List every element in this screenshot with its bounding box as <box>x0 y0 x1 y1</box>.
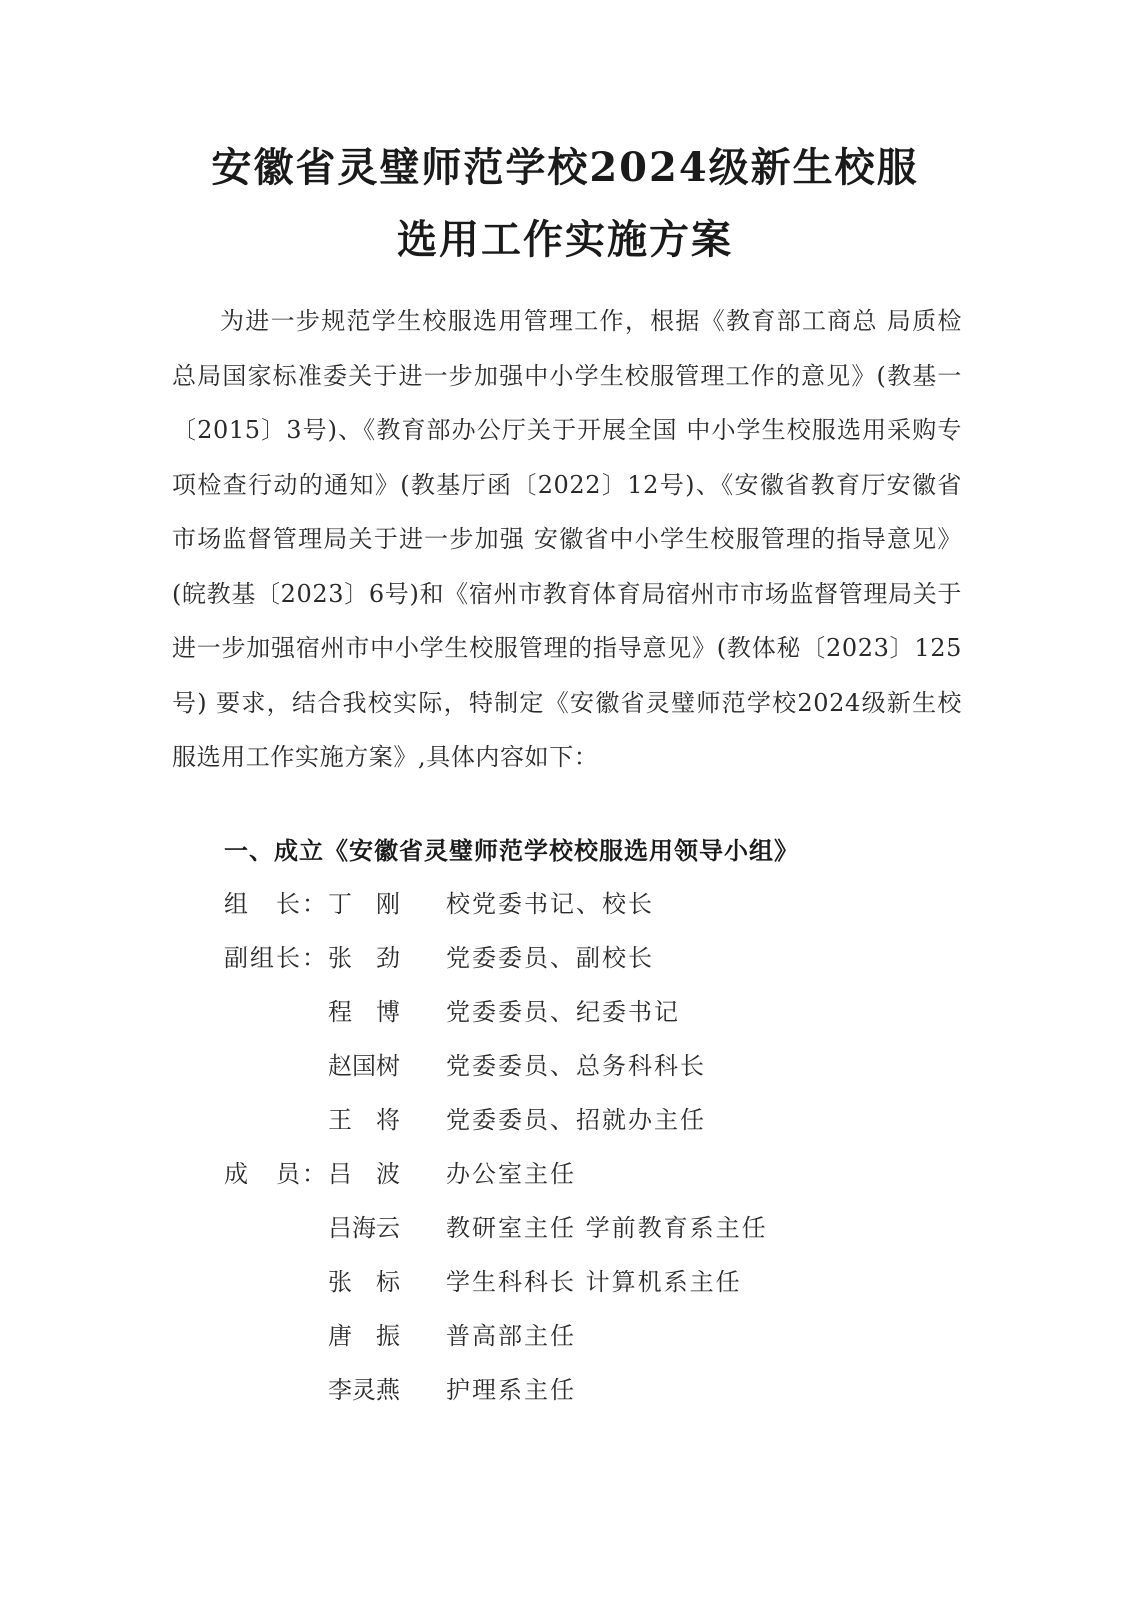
member-name: 张 劲 <box>328 944 400 972</box>
member-title: 办公室主任 <box>446 1160 576 1188</box>
member-title: 护理系主任 <box>446 1376 576 1404</box>
member-title: 普高部主任 <box>446 1322 576 1350</box>
member-name: 丁 刚 <box>328 890 400 918</box>
member-role: 成 员： <box>224 1160 328 1188</box>
member-title: 党委委员、招就办主任 <box>446 1106 706 1134</box>
intro-paragraph: 为进一步规范学生校服选用管理工作，根据《教育部工商总 局质检总局国家标准委关于进一步加强中小学生校服管理工作的意见》(教基一〔2015〕3号)、《教育部办公厅关于开展全国 中小学生校服选用采购专项检查行动的通知》(教基厅函〔2022〕12号)、《安徽省教育厅安徽省市场监督管理局关于进一步加强 安徽省中小学生校服管理的指导意见》(皖教基〔2023〕6号)和《宿州市教育体育局宿州市市场监督管理局关于进一步加强宿州市中小学生校服管理的指导意见》(教体秘〔2023〕125号) 要求，结合我校实际，特制定《安徽省灵璧师范学校2024级新生校服选用工作实施方案》,具体内容如下： <box>172 307 962 771</box>
member-name: 张 标 <box>328 1268 400 1296</box>
member-name: 王 将 <box>328 1106 400 1134</box>
member-title: 校党委书记、校长 <box>446 890 654 918</box>
member-role: 组 长： <box>224 890 328 918</box>
member-name: 唐 振 <box>328 1322 400 1350</box>
member-name: 吕 波 <box>328 1160 400 1188</box>
member-title: 教研室主任 学前教育系主任 <box>446 1214 768 1242</box>
member-title: 党委委员、副校长 <box>446 944 654 972</box>
member-title: 党委委员、纪委书记 <box>446 998 680 1026</box>
member-title: 学生科科长 计算机系主任 <box>446 1268 742 1296</box>
section-1-heading: 一、成立《安徽省灵璧师范学校校服选用领导小组》 <box>224 837 799 865</box>
document-title-line-2: 选用工作实施方案 <box>397 216 733 263</box>
member-title: 党委委员、总务科科长 <box>446 1052 706 1080</box>
member-name: 李灵燕 <box>328 1376 400 1404</box>
member-name: 程 博 <box>328 998 400 1026</box>
member-name: 吕海云 <box>328 1214 400 1242</box>
document-title-line-1: 安徽省灵璧师范学校2024级新生校服 <box>211 144 919 191</box>
member-name: 赵国树 <box>328 1052 400 1080</box>
member-role: 副组长： <box>224 944 328 972</box>
